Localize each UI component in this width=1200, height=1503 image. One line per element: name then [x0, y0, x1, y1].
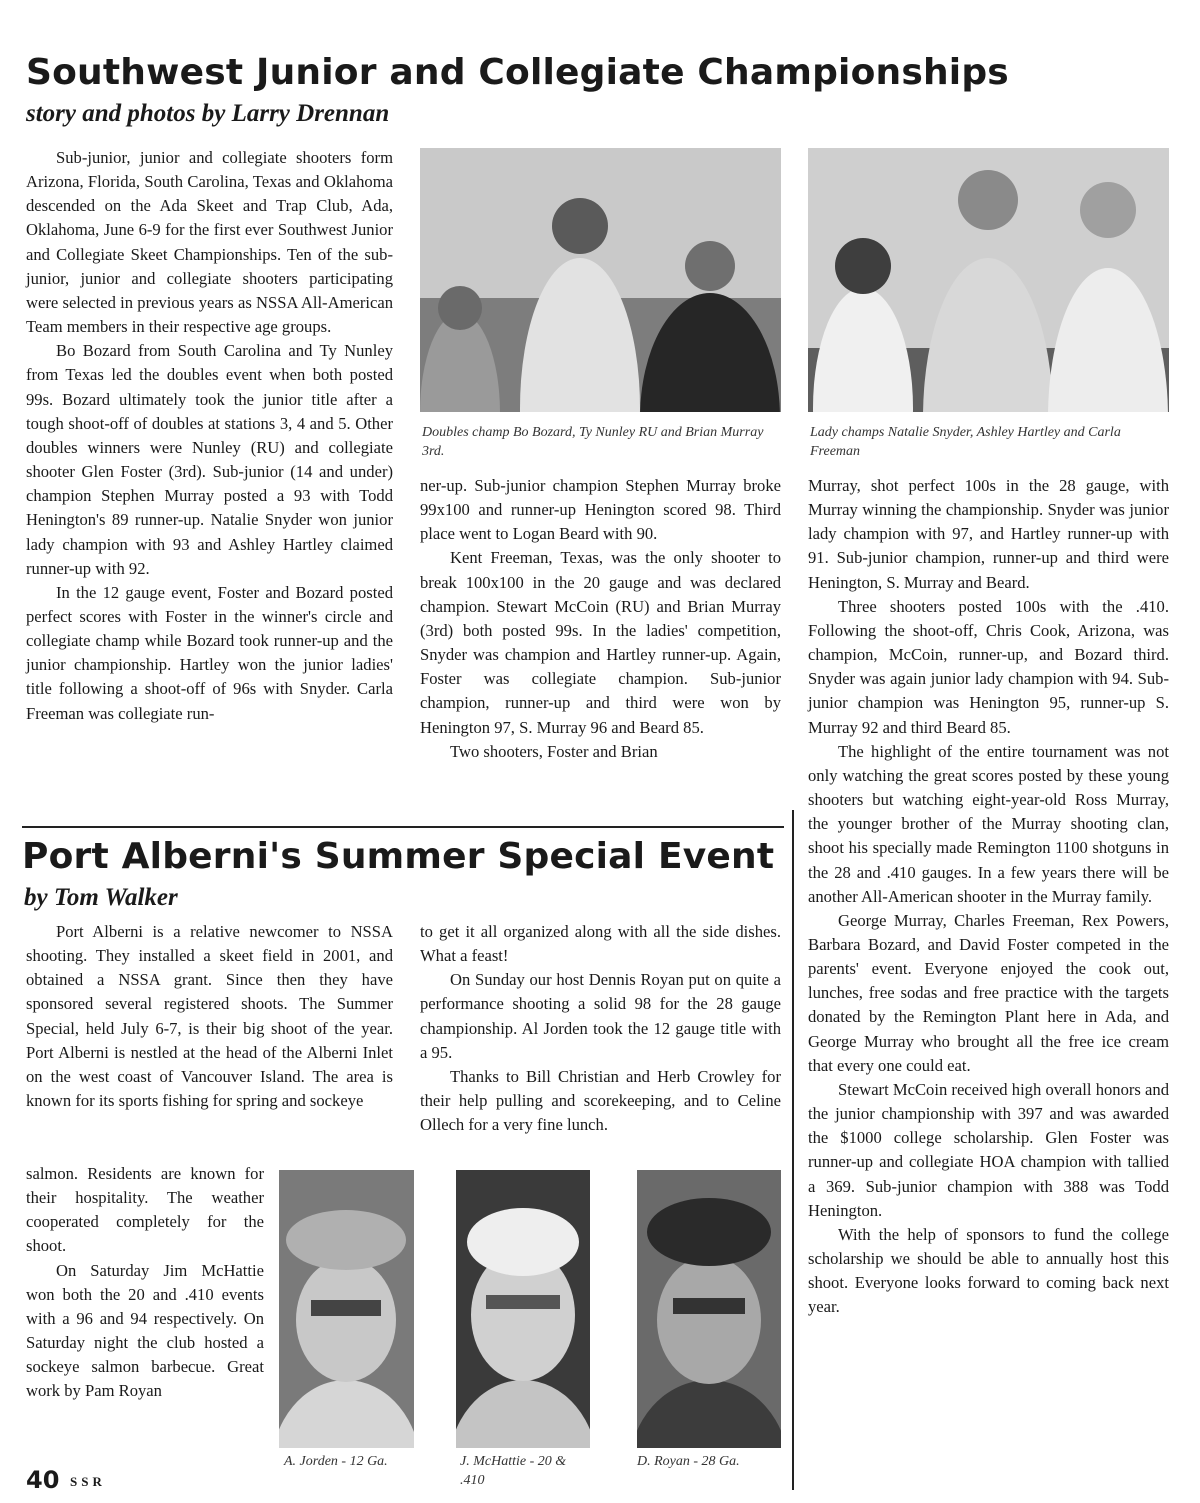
divider: [792, 810, 794, 1490]
paragraph: Stewart McCoin received high overall honors and the junior championship with 397 and was awarded the $1000 college scholarship. Glen Foster was runner-up and collegiate HOA champion with tallied a 369. Sub-junior champion with 388 was Todd Henington.: [808, 1079, 1169, 1220]
photo-caption: Doubles champ Bo Bozard, Ty Nunley RU and Brian Murray 3rd.: [422, 425, 764, 459]
article2-column-1-narrow: [26, 1162, 264, 1404]
paragraph: On Sunday our host Dennis Royan put on quite a performance shooting a solid 98 for the 28 gauge championship. Al Jorden took the 12 gauge title with a 95.: [420, 970, 781, 1062]
photo-caption: Lady champs Natalie Snyder, Ashley Hartley and Carla Freeman: [810, 425, 1121, 459]
article1-column-1: [26, 146, 393, 726]
photo-caption: J. McHattie - 20 & .410: [460, 1454, 567, 1488]
article2-column-2: [420, 920, 781, 1137]
photo-j-mchattie: [456, 1170, 590, 1448]
photo-caption: A. Jorden - 12 Ga.: [284, 1454, 388, 1469]
paragraph: Three shooters posted 100s with the .410. Following the shoot-off, Chris Cook, Arizona, was champion, McCoin, runner-up, and Bozard third. Snyder was again junior lady champion with 94. Sub-junior champion was Henington 95, runner-up S. Murray 92 and third Beard 85.: [808, 596, 1169, 737]
paragraph: George Murray, Charles Freeman, Rex Powers, Barbara Bozard, and David Foster competed in the parents' event. Everyone enjoyed the cook out, lunches, free sodas and free practice with the targets donated by the Remington Plant here in Ada, and George Murray who brought all the free ice cream that every one could eat.: [808, 910, 1169, 1075]
photo-d-royan: [637, 1170, 781, 1448]
photo-doubles-champions: [420, 148, 781, 412]
paragraph: In the 12 gauge event, Foster and Bozard posted perfect scores with Foster in the winner's circle and collegiate champ while Bozard took runner-up and the junior championship. Hartley won the junior ladies' title following a shoot-off of 96s with Snyder. Carla Freeman was collegiate run-: [26, 582, 393, 723]
paragraph: to get it all organized along with all the side dishes. What a feast!: [420, 922, 781, 966]
article1-title: Southwest Junior and Collegiate Championships: [26, 52, 1009, 93]
article2-byline: by Tom Walker: [24, 884, 178, 911]
article1-byline: story and photos by Larry Drennan: [26, 100, 390, 127]
photo-a-jorden: [279, 1170, 414, 1448]
article2-column-1: [26, 920, 393, 1113]
paragraph: Bo Bozard from South Carolina and Ty Nunley from Texas led the doubles event when both posted 99s. Bozard ultimately took the junior title after a tough shoot-off of doubles at stations 3, 4 and 5. Other doubles winners were Nunley (RU) and collegiate shooter Glen Foster (3rd). Sub-junior (14 and under) champion Stephen Murray posted a 93 with Todd Henington's 89 runner-up. Natalie Snyder won junior lady champion with 93 and Ashley Hartley claimed runner-up with 92.: [26, 341, 393, 578]
paragraph: Two shooters, Foster and Brian: [450, 741, 658, 761]
article2-title: Port Alberni's Summer Special Event: [22, 836, 775, 877]
paragraph: Sub-junior, junior and collegiate shooters form Arizona, Florida, South Carolina, Texas and Oklahoma descended on the Ada Skeet and Trap Club, Ada, Oklahoma, June 6-9 for the first ever Southwest Junior and Collegiate Skeet Championships. Ten of the sub-junior, junior and collegiate shooters participating were selected in previous years as NSSA All-American Team members in their respective age groups.: [26, 148, 393, 337]
photo-caption: D. Royan - 28 Ga.: [637, 1454, 740, 1469]
article1-column-2: [420, 474, 781, 764]
page-number: 40: [26, 1466, 60, 1494]
paragraph: The highlight of the entire tournament was not only watching the great scores posted by these young shooters but watching eight-year-old Ross Murray, the younger brother of the Murray shooting clan, shoot his specially made Remington 1100 shotguns in the 28 and .410 gauges. In a few years there will be another All-American shooter in the Murray family.: [808, 741, 1169, 906]
paragraph: ner-up. Sub-junior champion Stephen Murray broke 99x100 and runner-up Henington scored 98. Third place went to Logan Beard with 90.: [420, 476, 781, 544]
divider: [22, 826, 784, 828]
paragraph: Murray, shot perfect 100s in the 28 gauge, with Murray winning the championship. Snyder was junior lady champion with 97, and Hartley runner-up with 91. Sub-junior champion, runner-up and third were Henington, S. Murray and Beard.: [808, 476, 1169, 592]
photo-lady-champions: [808, 148, 1169, 412]
article1-column-3: [808, 474, 1169, 1319]
paragraph: Thanks to Bill Christian and Herb Crowley for their help pulling and scorekeeping, and to Celine Ollech for a very fine lunch.: [420, 1066, 781, 1135]
paragraph: salmon. Residents are known for their hospitality. The weather cooperated completely for the shoot.: [26, 1164, 264, 1256]
paragraph: On Saturday Jim McHattie won both the 20 and .410 events with a 96 and 94 respectively. On Saturday night the club hosted a sockeye salmon barbecue. Great work by Pam Royan: [26, 1260, 264, 1401]
paragraph: Port Alberni is a relative newcomer to NSSA shooting. They installed a skeet field in 2001, and obtained a NSSA grant. Since then they have sponsored several registered shoots. The Summer Special, held July 6-7, is their big shoot of the year. Port Alberni is nestled at the head of the Alberni Inlet on the west coast of Vancouver Island. The area is known for its sports fishing for spring and sockeye: [26, 922, 393, 1111]
paragraph: Kent Freeman, Texas, was the only shooter to break 100x100 in the 20 gauge and was declared champion. Stewart McCoin (RU) and Brian Murray (3rd) both posted 99s. In the ladies' competition, Snyder was champion and Hartley runner-up. Again, Foster was collegiate champion. Sub-junior champion, runner-up and third were won by Henington 97, S. Murray 96 and Beard 85.: [420, 548, 781, 737]
paragraph: With the help of sponsors to fund the college scholarship we should be able to annually host this shoot. Everyone looks forward to coming back next year.: [808, 1224, 1169, 1317]
magazine-name: SSR: [70, 1474, 106, 1489]
